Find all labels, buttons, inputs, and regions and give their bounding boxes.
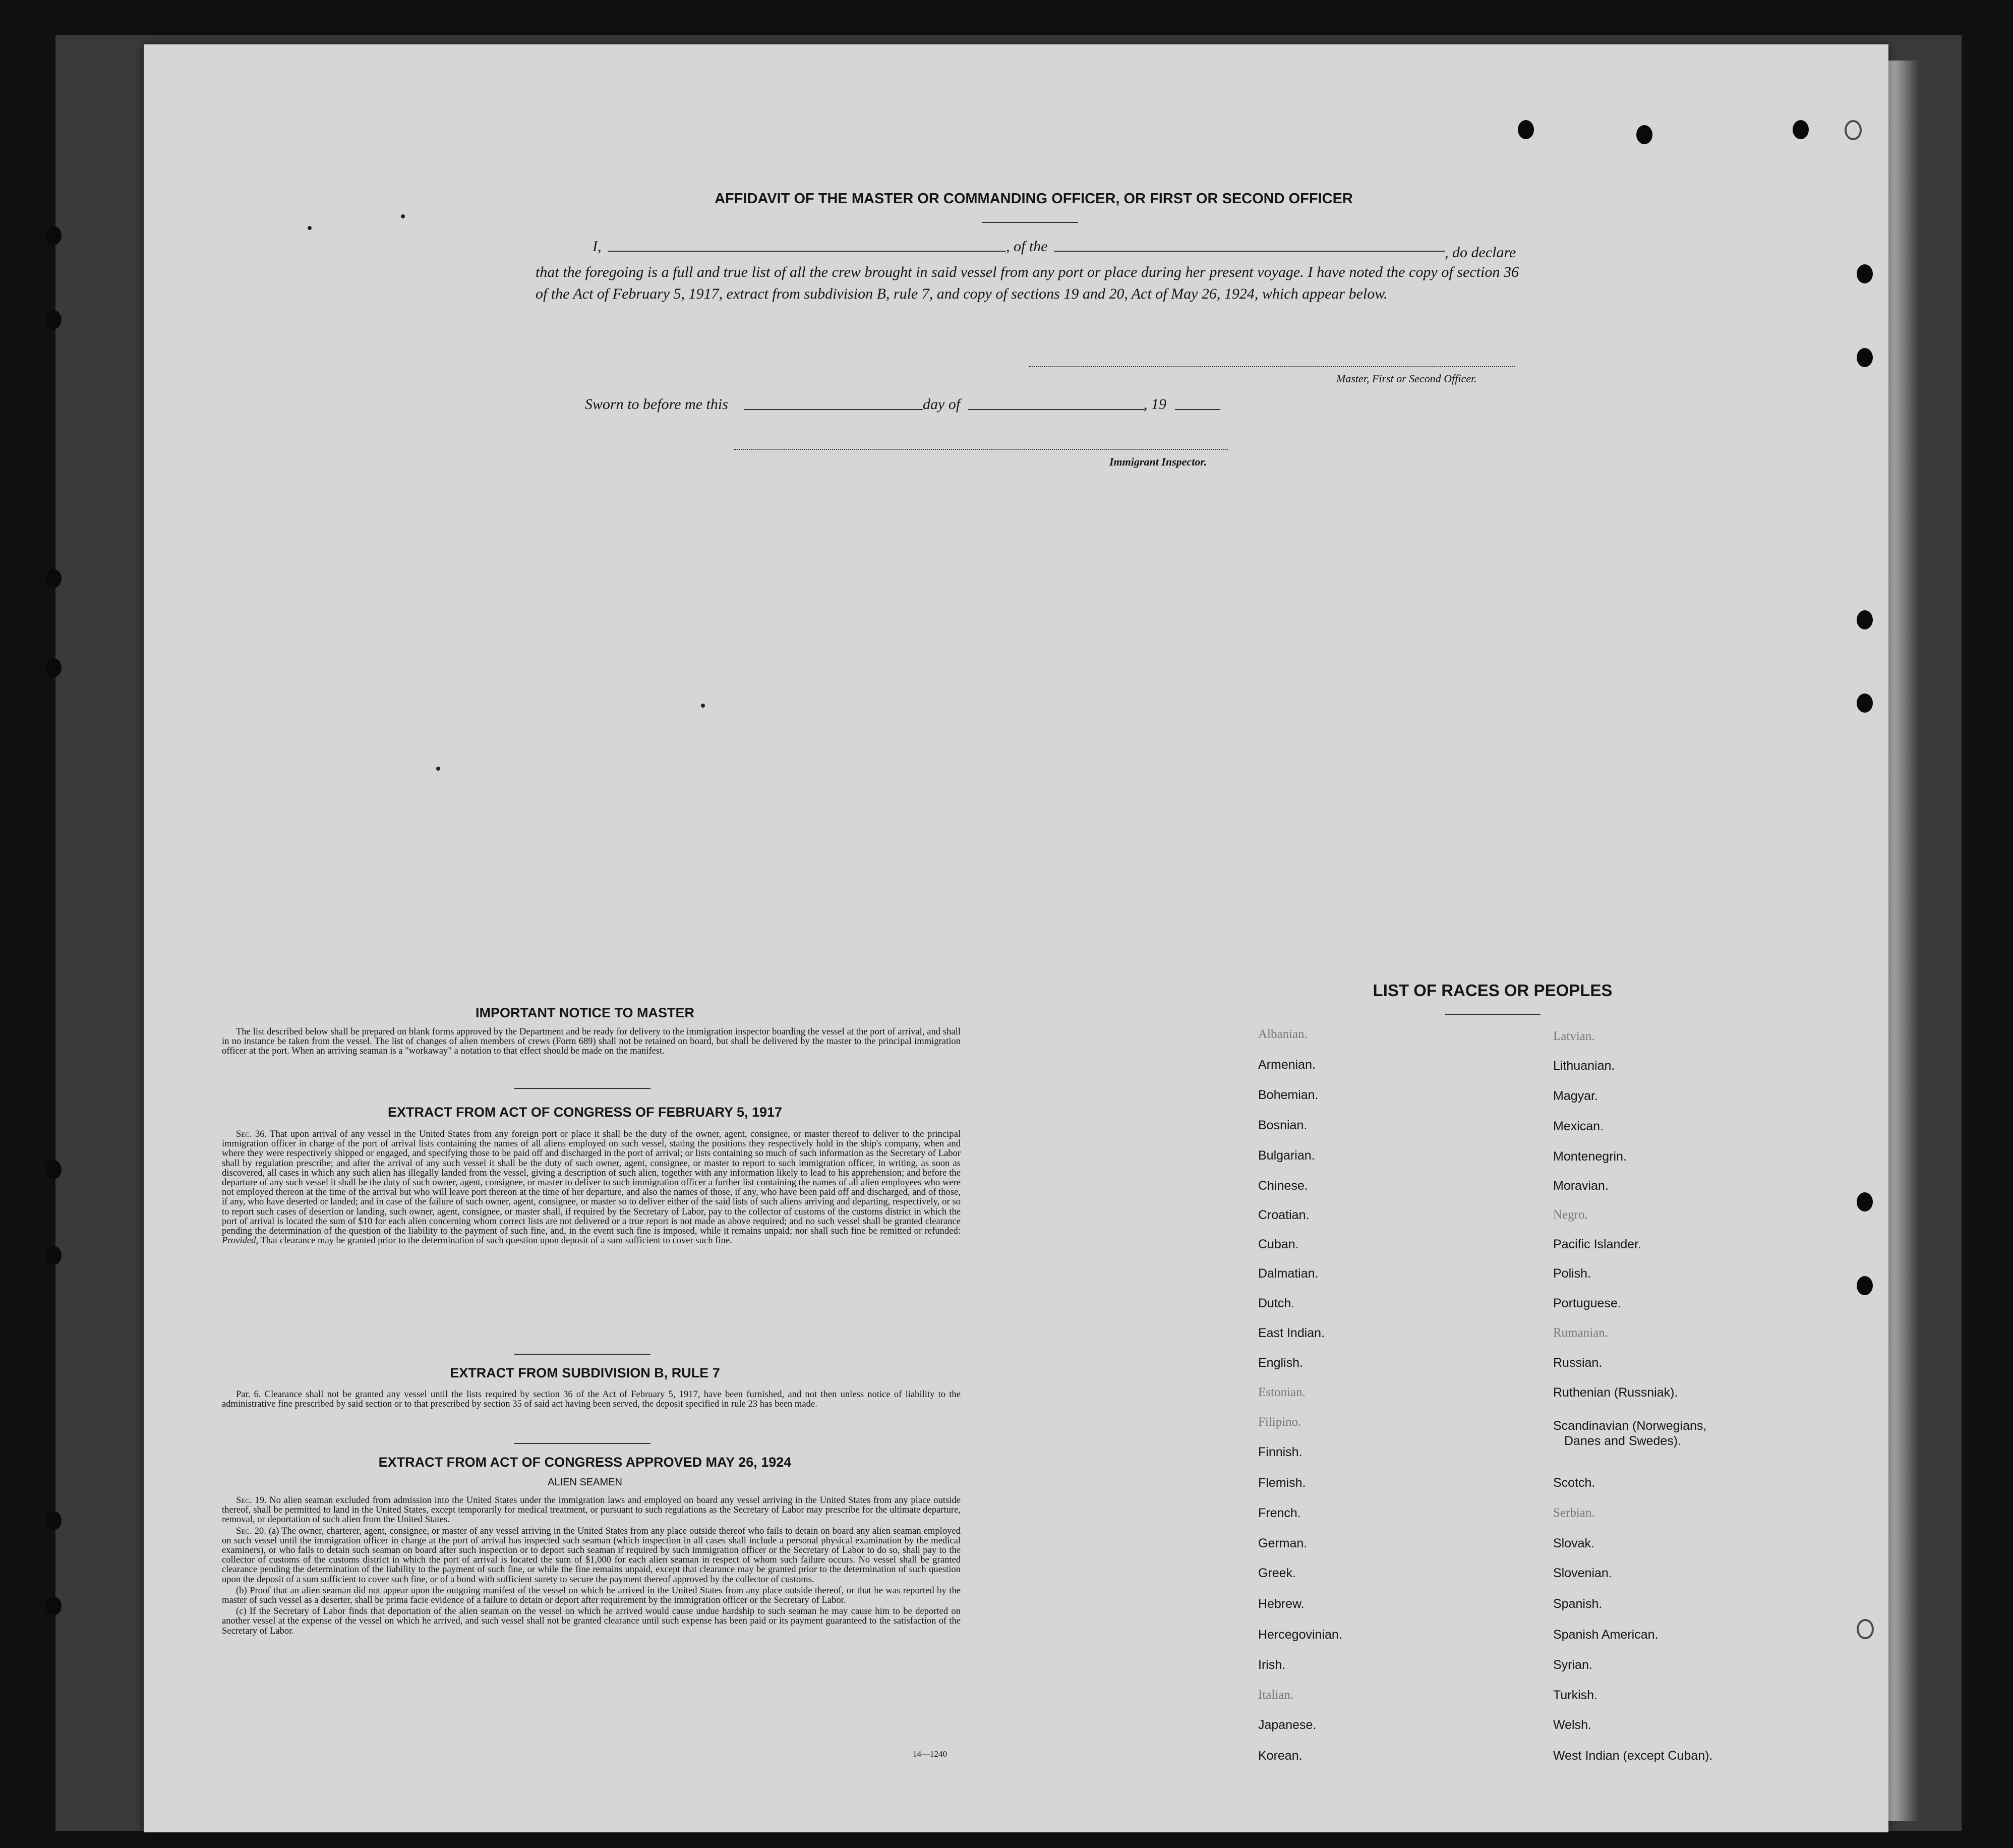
ink-speck bbox=[436, 767, 440, 771]
race-right-item: Pacific Islander. bbox=[1553, 1237, 1642, 1251]
rule-7-title: EXTRACT FROM SUBDIVISION B, RULE 7 bbox=[450, 1365, 720, 1380]
form-number: 14—1240 bbox=[913, 1749, 947, 1759]
ink-speck bbox=[308, 226, 312, 230]
punch-hole bbox=[1636, 125, 1652, 144]
sworn-year-blank[interactable] bbox=[1175, 409, 1220, 410]
race-right-item: Russian. bbox=[1553, 1356, 1603, 1370]
affidavit-title: AFFIDAVIT OF THE MASTER OR COMMANDING OFFICER, OR FIRST OR SECOND OFFICER bbox=[715, 191, 1353, 207]
provided-label: Provided, bbox=[222, 1235, 259, 1246]
race-left-item: East Indian. bbox=[1258, 1326, 1325, 1340]
race-left-item: Cuban. bbox=[1258, 1237, 1299, 1251]
title-rule bbox=[982, 222, 1078, 223]
sec-20-label: Sec. 20. bbox=[236, 1525, 266, 1536]
punch-hole bbox=[1857, 264, 1873, 283]
race-left-item: Flemish. bbox=[1258, 1476, 1306, 1490]
race-right-item: Scandinavian (Norwegians, bbox=[1553, 1419, 1707, 1433]
race-right-item: Danes and Swedes). bbox=[1564, 1434, 1682, 1448]
race-left-item: Filipino. bbox=[1258, 1415, 1301, 1429]
race-right-item: West Indian (except Cuban). bbox=[1553, 1749, 1713, 1763]
punch-hole bbox=[1857, 1276, 1873, 1295]
race-left-item: Japanese. bbox=[1258, 1718, 1317, 1732]
punch-hole bbox=[1857, 348, 1873, 367]
punch-hole bbox=[45, 226, 62, 245]
punch-hole bbox=[1857, 1192, 1873, 1211]
punch-hole bbox=[45, 1160, 62, 1179]
sec-20c-text: (c) If the Secretary of Labor finds that deportation of the alien seaman on the vessel on which he arrived would cause undue hardship to such seaman he may cause him to be deported on another vessel at the expense of the vessel on which he arrived, and such vessel shall not be granted clearance until such expense has been paid or its payment guaranteed to the satisfaction of the Secretary of Labor. bbox=[222, 1606, 961, 1636]
race-left-item: Estonian. bbox=[1258, 1385, 1306, 1399]
race-left-item: Korean. bbox=[1258, 1749, 1302, 1763]
vessel-blank[interactable] bbox=[1054, 251, 1445, 252]
name-blank[interactable] bbox=[608, 251, 1006, 252]
master-signature-label: Master, First or Second Officer. bbox=[1336, 372, 1477, 385]
punch-hole bbox=[1793, 120, 1809, 139]
sec-36-label: Sec. 36. bbox=[236, 1129, 267, 1139]
race-left-item: Bulgarian. bbox=[1258, 1148, 1315, 1163]
race-right-item: Negro. bbox=[1553, 1208, 1588, 1222]
punch-hole bbox=[45, 310, 62, 329]
race-right-item: Slovenian. bbox=[1553, 1566, 1612, 1580]
sec-36-text: That upon arrival of any vessel in the United States from any foreign port or place it shall be the duty of the owner, agent, consignee, or master thereof to deliver to the principal immigration officer in charge of the port of arrival lists containing the names of all aliens employed on such vessel, stating the positions they respectively hold in the ship's company, when and where they were respectively shipped or engaged, and specifying those to be paid off and discharged in the port of arrival; or lists containing so much of such information as the Secretary of Labor shall by regulation prescribe; and after the arrival of any such vessel it shall be the duty of such owner, agent, consignee, or master to report to such immigration officer, in writing, as soon as discovered, all cases in which any such alien has illegally landed from the vessel, giving a description of such alien, together with any information likely to lead to his apprehension; and before the departure of any such vessel it shall be the duty of such owner, agent, consignee, or master to deliver to such immigration officer a further list containing the names of all alien employees who were not employed thereon at the time of the arrival but who will leave port thereon at the time of her departure, and also the names of those, if any, who have been paid off and discharged, and of those, if any, who have deserted or landed; and in case of the failure of such owner, agent, consignee, or master so to deliver either of the said lists of such aliens arriving and departing, respectively, or so to report such cases of desertion or landing, such owner, agent, consignee, or master shall, if required by the Secretary of Labor, pay to the collector of customs of the customs district in which the port of arrival is located the sum of $10 for each alien concerning whom correct lists are not delivered or a true report is not made as above required; and no such vessel shall be granted clearance pending the determination of the question of the liability to the payment of such fine, and, in the event such fine is imposed, while it remains unpaid; nor shall such fine be remitted or refunded: bbox=[222, 1129, 961, 1237]
race-right-item: Montenegrin. bbox=[1553, 1149, 1627, 1164]
race-right-item: Scotch. bbox=[1553, 1476, 1595, 1490]
race-left-item: Hercegovinian. bbox=[1258, 1628, 1342, 1642]
sworn-prefix: Sworn to before me this bbox=[585, 396, 728, 413]
punch-hole bbox=[45, 1511, 62, 1530]
rule-7-text bbox=[222, 1390, 961, 1410]
sec-36-text-end: That clearance may be granted prior to the determination of such question upon deposit of a sum sufficient to cover such fine. bbox=[260, 1235, 732, 1246]
race-left-item: Irish. bbox=[1258, 1658, 1286, 1672]
race-left-item: Finnish. bbox=[1258, 1445, 1302, 1459]
sec-19-text: No alien seaman excluded from admission into the United States under the immigration laws and employed on board any vessel arriving in the United States from any place outside thereof, shall be permitted to land in the United States, except temporarily for medical treatment, or pursuant to such regulations as the Secretary of Labor may prescribe for the ultimate departure, removal, or deportation of such alien from the United States. bbox=[222, 1495, 961, 1525]
rule-7-paragraph: Par. 6. Clearance shall not be granted any vessel until the lists required by section 36 of the Act of February 5, 1917, have been furnished, and not then unless notice of liability to the administrative fine prescribed by said section or to that prescribed by section 35 of said act having been served, the deposit specified in rule 23 has been made. bbox=[222, 1389, 961, 1410]
act-1917-text bbox=[222, 1129, 961, 1247]
race-left-item: Hebrew. bbox=[1258, 1597, 1305, 1611]
punch-hole bbox=[1857, 610, 1873, 629]
race-right-item: Serbian. bbox=[1553, 1506, 1595, 1520]
act-1917-title: EXTRACT FROM ACT OF CONGRESS OF FEBRUARY 5, 1917 bbox=[387, 1105, 783, 1120]
race-left-item: French. bbox=[1258, 1506, 1301, 1520]
race-right-item: Rumanian. bbox=[1553, 1326, 1609, 1340]
inspector-signature-line[interactable] bbox=[734, 449, 1228, 450]
race-right-item: Spanish American. bbox=[1553, 1628, 1659, 1642]
race-left-item: Dutch. bbox=[1258, 1296, 1295, 1310]
race-right-item: Polish. bbox=[1553, 1266, 1591, 1281]
race-left-item: German. bbox=[1258, 1536, 1308, 1550]
punch-hole bbox=[45, 1596, 62, 1615]
alien-seamen-subtitle: ALIEN SEAMEN bbox=[548, 1477, 622, 1488]
race-right-item: Latvian. bbox=[1553, 1029, 1595, 1043]
race-right-item: Magyar. bbox=[1553, 1089, 1598, 1103]
races-title-rule bbox=[1445, 1014, 1541, 1015]
ink-speck bbox=[401, 214, 405, 218]
race-right-item: Mexican. bbox=[1553, 1119, 1604, 1133]
notice-title: IMPORTANT NOTICE TO MASTER bbox=[476, 1005, 694, 1020]
affidavit-line1-prefix: I, bbox=[593, 238, 602, 255]
master-signature-line[interactable] bbox=[1029, 366, 1515, 367]
punch-hole bbox=[1857, 694, 1873, 713]
act-1924-text bbox=[222, 1495, 961, 1637]
race-left-item: Armenian. bbox=[1258, 1058, 1316, 1072]
punch-hole bbox=[45, 1246, 62, 1265]
sworn-month-blank[interactable] bbox=[968, 409, 1145, 410]
race-left-item: Greek. bbox=[1258, 1566, 1296, 1580]
ink-speck bbox=[701, 704, 705, 708]
page-stack-edge bbox=[1888, 61, 1919, 1821]
race-right-item: Ruthenian (Russniak). bbox=[1553, 1385, 1678, 1400]
race-right-item: Moravian. bbox=[1553, 1179, 1609, 1193]
race-left-item: English. bbox=[1258, 1356, 1303, 1370]
act-1924-title: EXTRACT FROM ACT OF CONGRESS APPROVED MAY 26, 1924 bbox=[378, 1455, 792, 1470]
sworn-day-blank[interactable] bbox=[744, 409, 923, 410]
sworn-year: , 19 bbox=[1144, 396, 1166, 413]
notice-text bbox=[222, 1027, 961, 1058]
affidavit-line1-mid: , of the bbox=[1006, 238, 1048, 255]
race-right-item: Portuguese. bbox=[1553, 1296, 1621, 1310]
punch-hole bbox=[1857, 1619, 1874, 1639]
races-title: LIST OF RACES OR PEOPLES bbox=[1373, 981, 1613, 1000]
section-rule bbox=[514, 1088, 650, 1089]
race-left-item: Bohemian. bbox=[1258, 1088, 1319, 1102]
punch-hole bbox=[1845, 120, 1862, 140]
race-left-item: Bosnian. bbox=[1258, 1118, 1308, 1132]
punch-hole bbox=[45, 658, 62, 677]
race-left-item: Chinese. bbox=[1258, 1179, 1308, 1193]
sec-20b-text: (b) Proof that an alien seaman did not appear upon the outgoing manifest of the vessel on which he arrived in the United States from any place outside thereof, or that he was reported by the master of such vessel as a deserter, shall be prima facie evidence of a failure to detain or deport after requirement by the immigration officer or the Secretary of Labor. bbox=[222, 1585, 961, 1606]
race-right-item: Spanish. bbox=[1553, 1597, 1603, 1611]
sworn-day-of: day of bbox=[923, 396, 961, 413]
race-right-item: Lithuanian. bbox=[1553, 1059, 1615, 1073]
affidavit-line1-suffix: , do declare bbox=[1445, 244, 1516, 261]
inspector-signature-label: Immigrant Inspector. bbox=[1109, 455, 1207, 468]
race-left-item: Dalmatian. bbox=[1258, 1266, 1319, 1281]
race-right-item: Welsh. bbox=[1553, 1718, 1591, 1732]
punch-hole bbox=[1518, 120, 1534, 139]
race-left-item: Croatian. bbox=[1258, 1208, 1310, 1222]
race-left-item: Albanian. bbox=[1258, 1027, 1308, 1041]
notice-paragraph: The list described below shall be prepared on blank forms approved by the Department and be ready for delivery to the immigration inspector boarding the vessel at the port of arrival, and shall in no instance be taken from the vessel. The list of changes of alien members of crews (Form 689) shall not be retained on board, but shall be delivered by the master to the principal immigration officer at the port. When an arriving seaman is a "workaway" a notation to that effect should be made on the manifest. bbox=[222, 1026, 961, 1057]
punch-hole bbox=[45, 569, 62, 588]
race-left-item: Italian. bbox=[1258, 1688, 1294, 1702]
race-right-item: Syrian. bbox=[1553, 1658, 1592, 1672]
race-right-item: Turkish. bbox=[1553, 1688, 1597, 1702]
section-rule bbox=[514, 1354, 650, 1355]
race-right-item: Slovak. bbox=[1553, 1536, 1594, 1550]
sec-20a-text: (a) The owner, charterer, agent, consignee, or master of any vessel arriving in the United States from any place outside thereof who fails to detain on board any alien seaman employed on such vessel until the immigration officer in charge at the port of arrival has inspected such seaman (which inspection in all cases shall include a personal physical examination by the medical examiners), or who fails to detain such seaman on board after such inspection or to deport such seaman if required by such immigration officer or the Secretary of Labor to do so, shall pay to the collector of customs of the customs district in which the port of arrival is located the sum of $1,000 for each alien seaman in respect of whom such failure occurs. No vessel shall be granted clearance pending the determination of the liability to the payment of such fine, or while the fine remains unpaid, except that clearance may be granted prior to the determination of such question upon the deposit of a sum sufficient to cover such fine, or of a bond with sufficient surety to secure the payment thereof approved by the collector of customs. bbox=[222, 1525, 961, 1585]
section-rule bbox=[514, 1443, 650, 1444]
sec-19-label: Sec. 19. bbox=[236, 1495, 267, 1506]
affidavit-statement: that the foregoing is a full and true list of all the crew brought in said vessel from any port or place during her present voyage. I have noted the copy of section 36 of the Act of February 5, 1917, extract from subdivision B, rule 7, and copy of sections 19 and 20, Act of May 26, 1924, which appear below. bbox=[536, 264, 1519, 302]
